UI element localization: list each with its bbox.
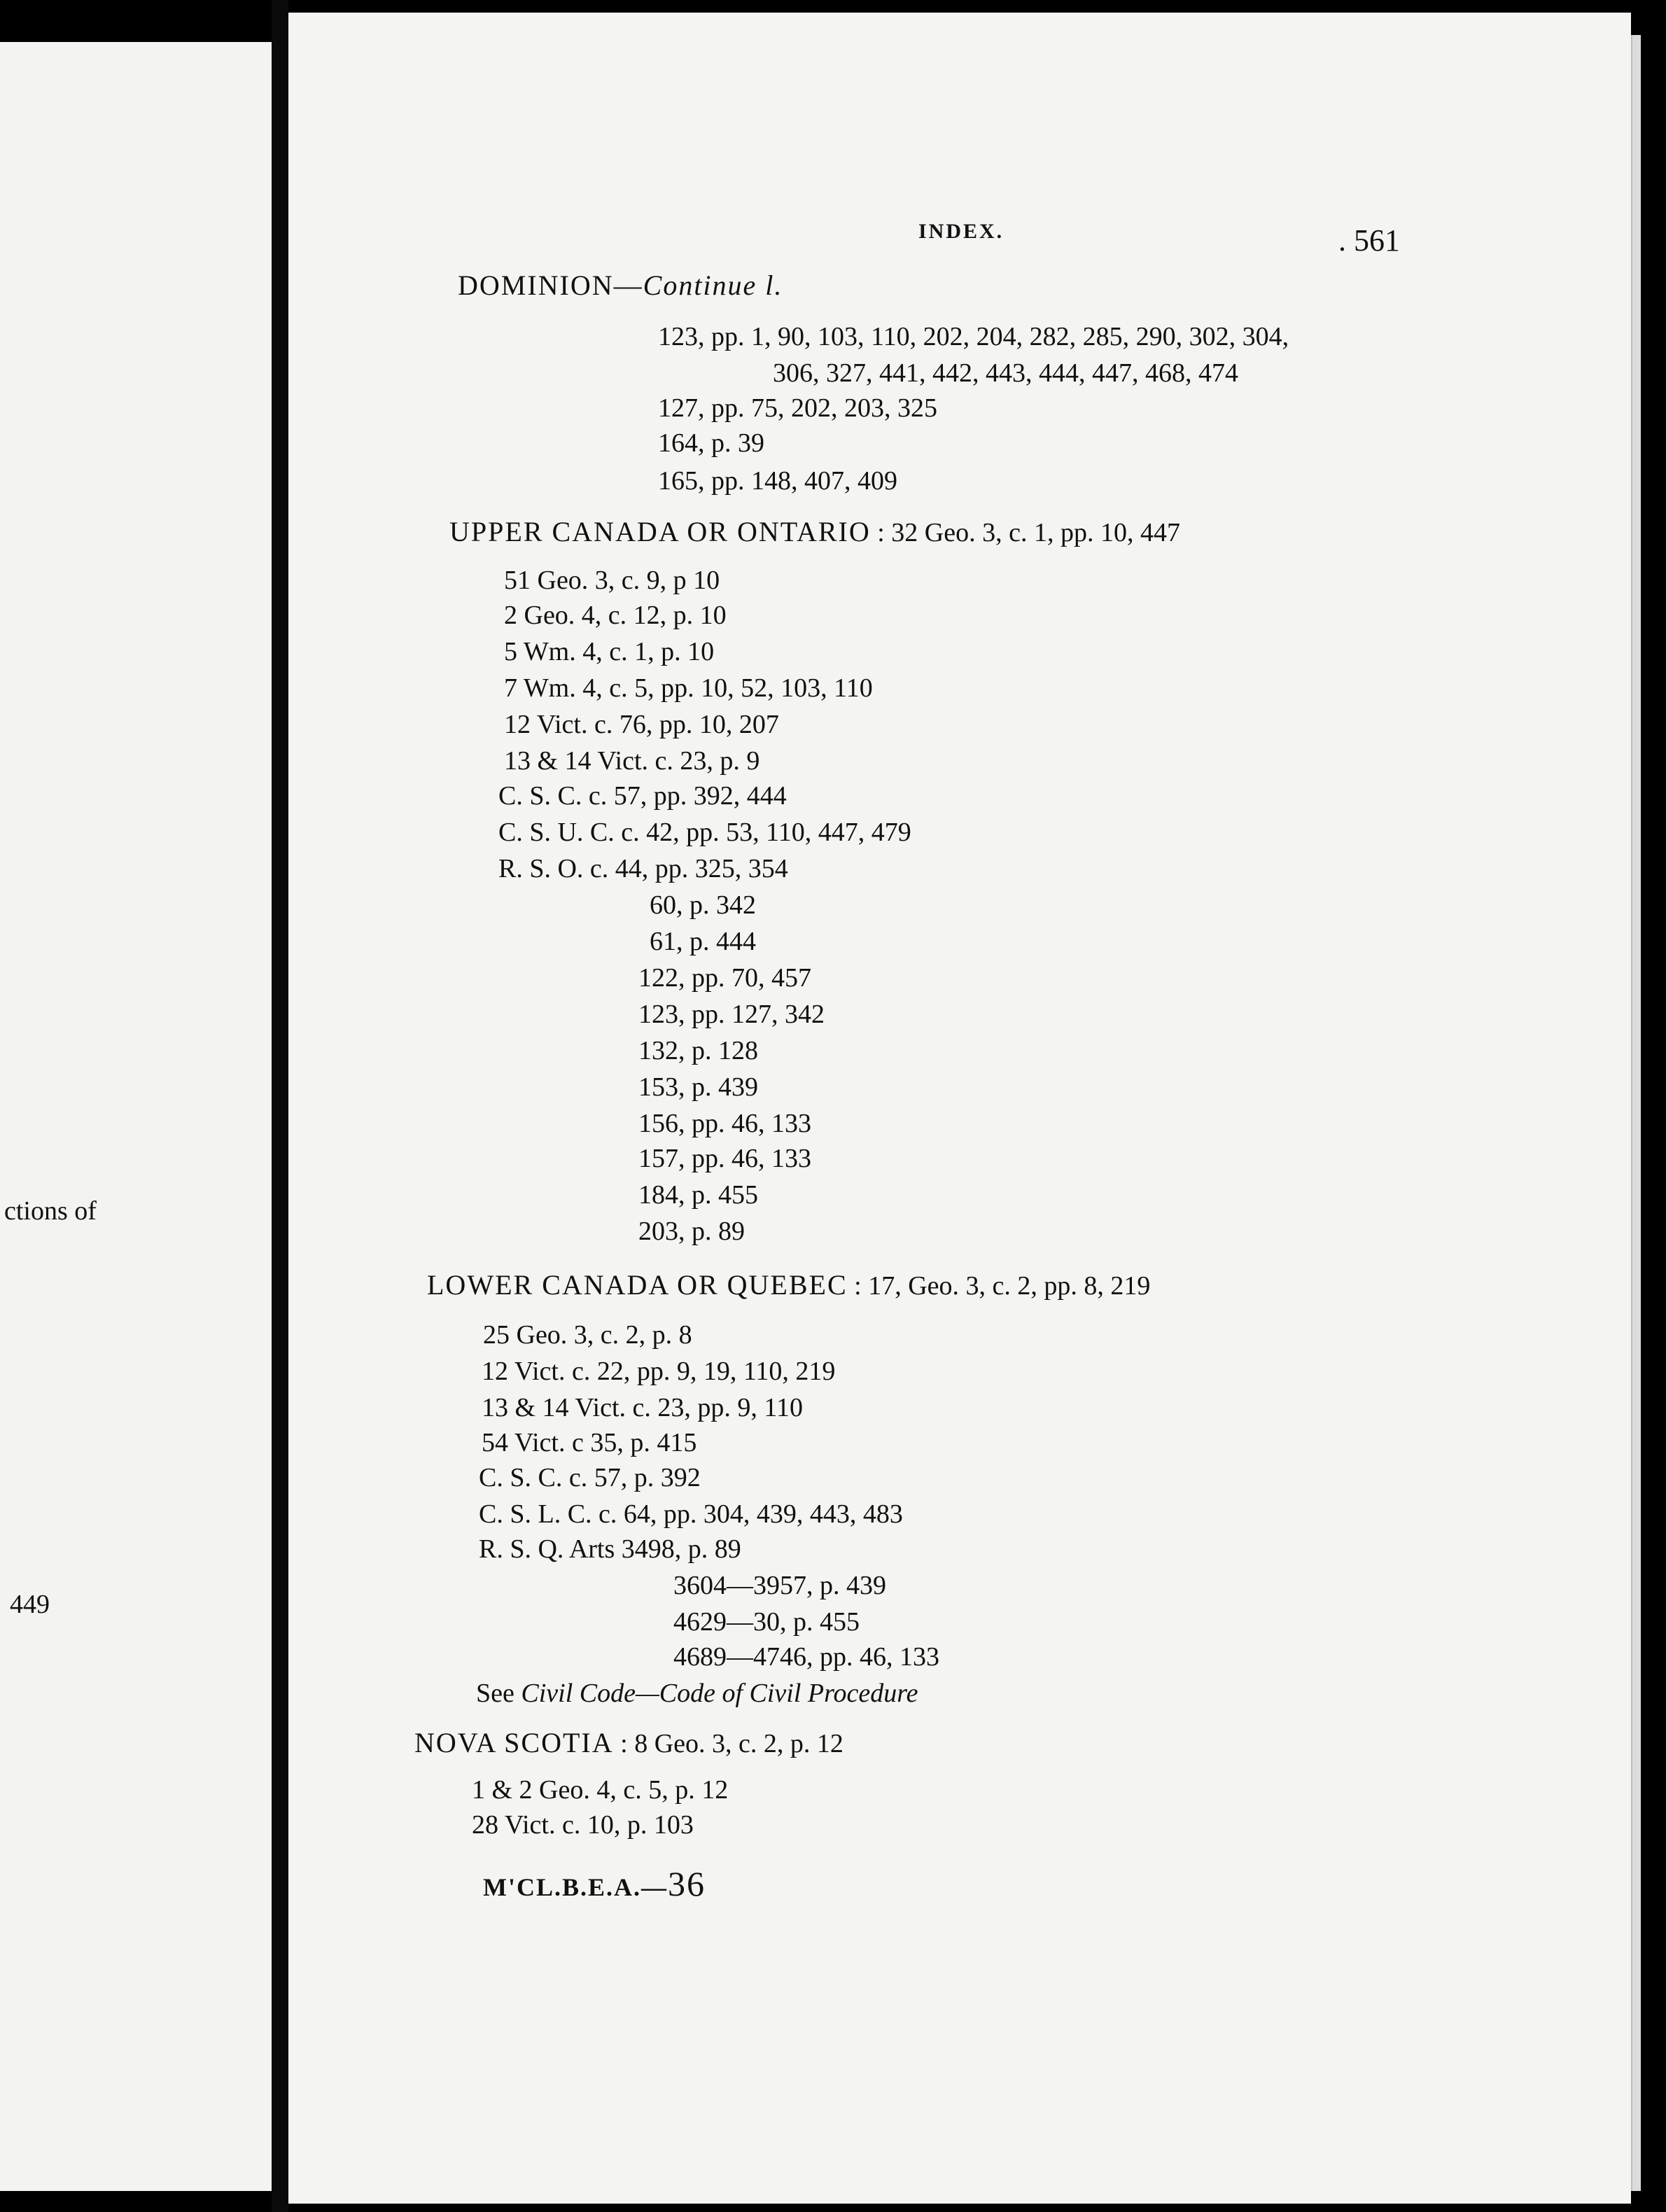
index-entry: 1 & 2 Geo. 4, c. 5, p. 12 bbox=[472, 1775, 729, 1805]
printer-signature bbox=[483, 1863, 706, 1904]
index-entry: 13 & 14 Vict. c. 23, p. 9 bbox=[504, 746, 760, 776]
section-heading-lower-canada bbox=[427, 1271, 1150, 1299]
book-gutter bbox=[272, 0, 288, 2212]
section-heading-upper-canada bbox=[449, 518, 1180, 546]
heading-text: UPPER CANADA OR ONTARIO bbox=[449, 516, 871, 547]
index-entry: 153, p. 439 bbox=[638, 1072, 758, 1102]
index-entry: C. S. C. c. 57, p. 392 bbox=[479, 1463, 701, 1492]
index-entry: 157, pp. 46, 133 bbox=[638, 1144, 811, 1173]
left-page bbox=[0, 42, 272, 2191]
index-entry: C. S. C. c. 57, pp. 392, 444 bbox=[498, 781, 787, 811]
index-entry: 61, p. 444 bbox=[650, 927, 756, 956]
index-entry: 13 & 14 Vict. c. 23, pp. 9, 110 bbox=[482, 1393, 803, 1422]
index-entry: R. S. O. c. 44, pp. 325, 354 bbox=[498, 854, 788, 883]
index-entry: 306, 327, 441, 442, 443, 444, 447, 468, 474 bbox=[773, 358, 1238, 388]
index-entry: 60, p. 342 bbox=[650, 890, 756, 920]
index-entry: 184, p. 455 bbox=[638, 1180, 758, 1210]
index-entry: 123, pp. 1, 90, 103, 110, 202, 204, 282, 285, 290, 302, 304, bbox=[658, 322, 1289, 351]
index-entry: 132, p. 128 bbox=[638, 1036, 758, 1065]
see-prefix: See bbox=[476, 1679, 522, 1708]
index-entry: 51 Geo. 3, c. 9, p 10 bbox=[504, 566, 720, 595]
index-entry: 2 Geo. 4, c. 12, p. 10 bbox=[504, 601, 727, 630]
index-entry: : 8 Geo. 3, c. 2, p. 12 bbox=[613, 1729, 844, 1758]
index-entry: 25 Geo. 3, c. 2, p. 8 bbox=[483, 1320, 692, 1350]
index-entry: 54 Vict. c 35, p. 415 bbox=[482, 1428, 697, 1457]
page-number: . 561 bbox=[1338, 223, 1400, 258]
index-entry: 122, pp. 70, 457 bbox=[638, 963, 811, 993]
index-entry: 4629—30, p. 455 bbox=[673, 1607, 860, 1637]
index-entry: 4689—4746, pp. 46, 133 bbox=[673, 1642, 939, 1672]
heading-text: DOMINION— bbox=[458, 270, 643, 301]
section-heading-dominion bbox=[458, 272, 783, 300]
running-title: INDEX. bbox=[918, 220, 1004, 243]
index-entry: R. S. Q. Arts 3498, p. 89 bbox=[479, 1534, 741, 1564]
heading-text: LOWER CANADA OR QUEBEC bbox=[427, 1269, 848, 1301]
signature-number: 36 bbox=[668, 1864, 706, 1903]
index-entry: 203, p. 89 bbox=[638, 1217, 745, 1246]
left-page-fragment: ctions of bbox=[4, 1196, 97, 1226]
index-entry: 164, p. 39 bbox=[658, 428, 764, 458]
signature-text: M'CL.B.E.A.— bbox=[483, 1873, 668, 1901]
index-entry: 156, pp. 46, 133 bbox=[638, 1109, 811, 1138]
index-entry: 7 Wm. 4, c. 5, pp. 10, 52, 103, 110 bbox=[504, 673, 873, 703]
heading-continued: Continue l. bbox=[643, 270, 783, 301]
index-entry: 12 Vict. c. 22, pp. 9, 19, 110, 219 bbox=[482, 1357, 836, 1386]
index-entry: 165, pp. 148, 407, 409 bbox=[658, 466, 897, 496]
index-entry: : 32 Geo. 3, c. 1, pp. 10, 447 bbox=[870, 518, 1180, 547]
index-entry: 12 Vict. c. 76, pp. 10, 207 bbox=[504, 710, 779, 739]
index-entry: 28 Vict. c. 10, p. 103 bbox=[472, 1810, 694, 1840]
left-page-fragment: 449 bbox=[10, 1590, 50, 1619]
section-heading-nova-scotia bbox=[414, 1729, 844, 1757]
index-entry: 3604—3957, p. 439 bbox=[673, 1571, 886, 1600]
see-also-reference bbox=[476, 1680, 918, 1707]
heading-text: NOVA SCOTIA bbox=[414, 1727, 614, 1758]
index-entry: 127, pp. 75, 202, 203, 325 bbox=[658, 393, 937, 423]
index-entry: 5 Wm. 4, c. 1, p. 10 bbox=[504, 637, 715, 666]
index-entry: C. S. L. C. c. 64, pp. 304, 439, 443, 483 bbox=[479, 1499, 903, 1529]
page-edge bbox=[1631, 35, 1641, 2191]
index-entry: : 17, Geo. 3, c. 2, pp. 8, 219 bbox=[847, 1271, 1151, 1301]
see-target: Civil Code—Code of Civil Procedure bbox=[521, 1679, 918, 1708]
index-entry: 123, pp. 127, 342 bbox=[638, 1000, 825, 1029]
index-entry: C. S. U. C. c. 42, pp. 53, 110, 447, 479 bbox=[498, 818, 911, 847]
